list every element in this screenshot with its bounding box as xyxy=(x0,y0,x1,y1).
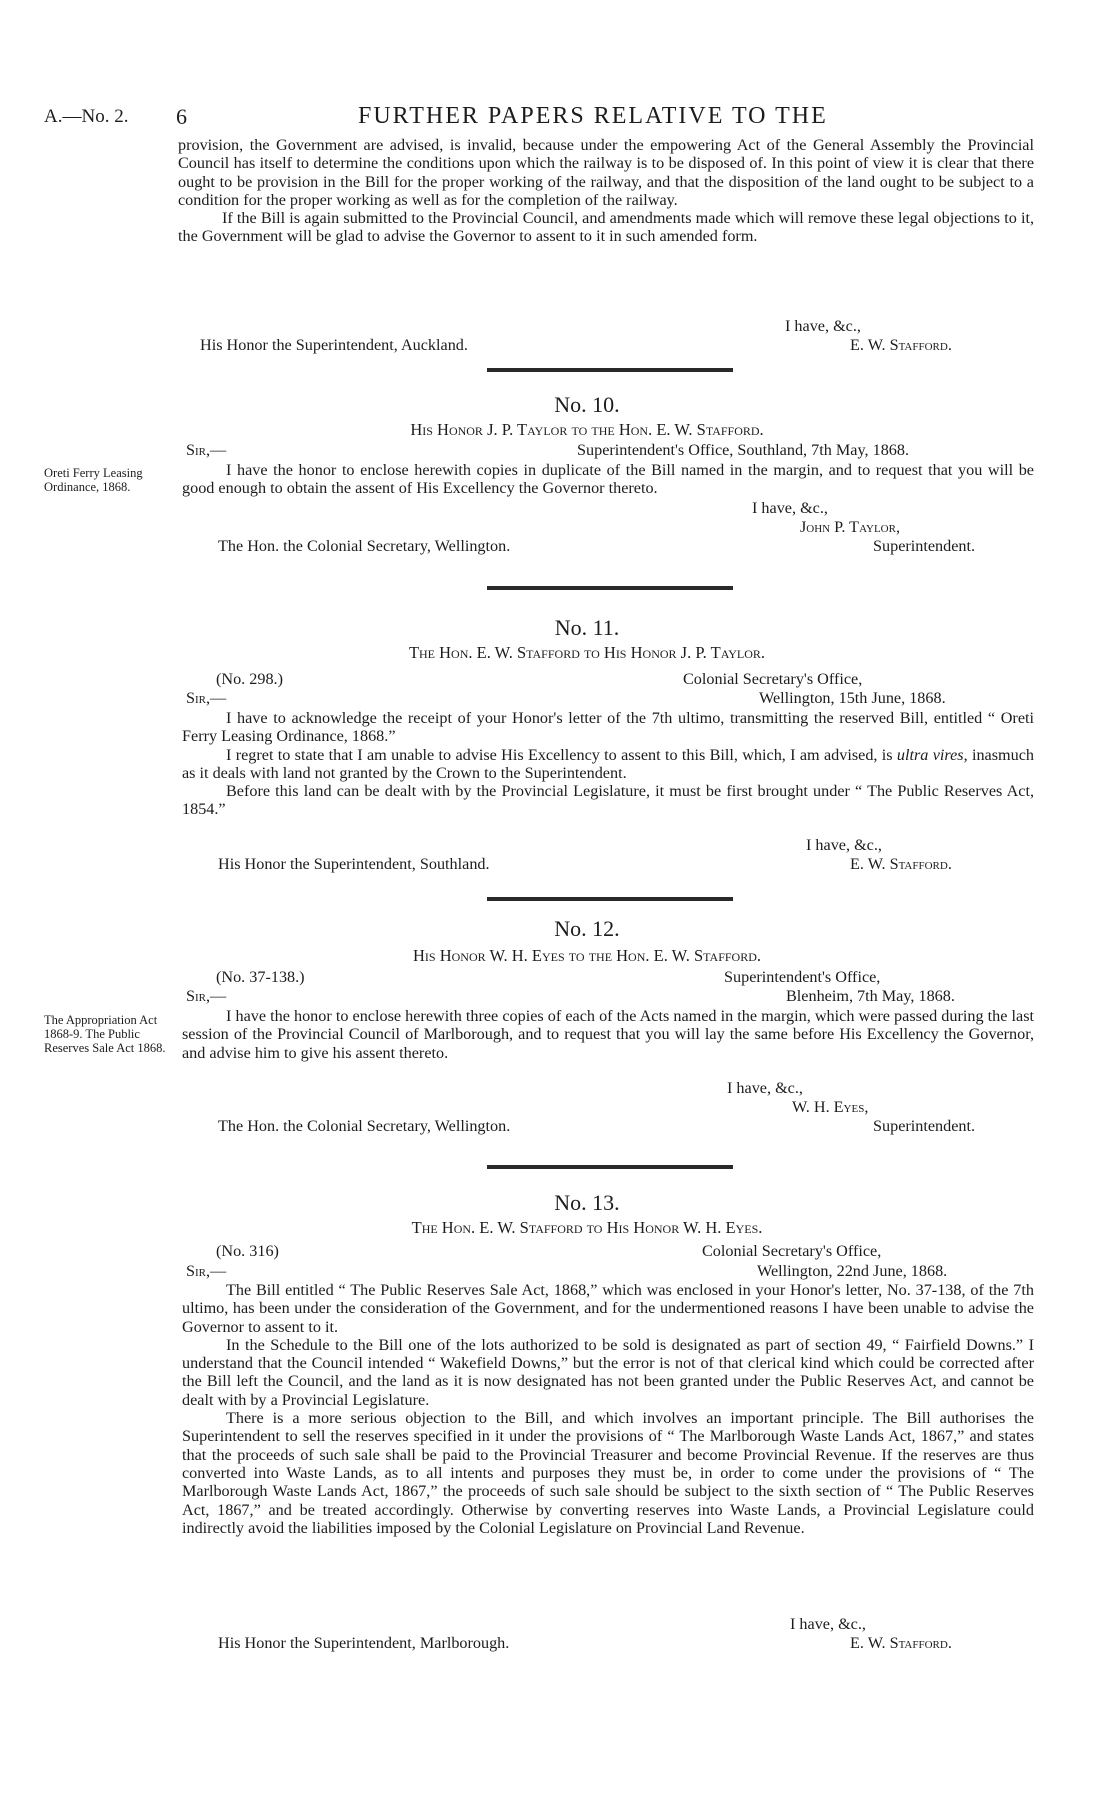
letter-13-paragraph-2: In the Schedule to the Bill one of the lots authorized to be sold is designated as part of section 49, “ Fairfield Downs.” I understand that the Council intended “ Wakefield Downs,” but the error is not of that clerical kind which could be corrected after the Bill left the Council, and the land as it is now designated has not been granted under the Public Reserves Act, and cannot be dealt with by a Provincial Legislature. xyxy=(182,1335,1034,1409)
letter-11-signature: E. W. Stafford. xyxy=(850,855,952,873)
letter-13-salutation: Sir,— xyxy=(186,1262,227,1280)
letter-11-paragraph-2-start: I regret to state that I am unable to advise His Excellency to assent to this Bill, which, I am advised, is xyxy=(226,745,897,764)
letter-10-signature-title: Superintendent. xyxy=(873,537,976,555)
letter-10-margin-note: Oreti Ferry Leasing Ordinance, 1868. xyxy=(44,466,143,494)
intro-closing: I have, &c., xyxy=(785,317,861,335)
letter-12-dateline: Blenheim, 7th May, 1868. xyxy=(786,987,955,1005)
letter-12-heading: No. 12. xyxy=(554,916,620,941)
letter-13-signature: E. W. Stafford. xyxy=(850,1634,952,1652)
letter-11-title: The Hon. E. W. Stafford to His Honor J. P. Taylor. xyxy=(408,643,766,662)
letter-10-body-wrap xyxy=(182,461,1034,498)
section-divider xyxy=(487,897,733,901)
intro-signature: E. W. Stafford. xyxy=(850,336,952,354)
letter-13-paragraph-3: There is a more serious objection to the Bill, and which involves an important principle. The Bill authorises the Superintendent to sell the reserves specified in it under the provisions of “ The Marlborough Waste Lands Act, 1867,” and states that the proceeds of such sale shall be paid to the Provincial Treasurer and become Provincial Revenue. If the reserves are thus converted into Waste Lands, as to all intents and purposes they must be, in order to come under the provisions of “ The Marlborough Waste Lands Act, 1867,” the proceeds of such sale should be subject to the sixth section of “ The Public Reserves Act, 1867,” and be treated accordingly. Otherwise by converting reserves into Waste Lands, a Provincial Legislature could indirectly avoid the liabilities imposed by the Colonial Legislature on Provincial Land Revenue. xyxy=(182,1409,1034,1537)
series-number: A.—No. 2. xyxy=(44,106,129,127)
letter-11-heading: No. 11. xyxy=(554,615,620,640)
intro-section xyxy=(178,136,1034,246)
letter-11-reference: (No. 298.) xyxy=(216,670,283,688)
letter-12-title: His Honor W. H. Eyes to the Hon. E. W. Stafford. xyxy=(412,946,762,965)
letter-10-body: I have the honor to enclose herewith copies in duplicate of the Bill named in the margin, and to request that you will be good enough to obtain the assent of His Excellency the Governor thereto. xyxy=(182,461,1034,498)
letter-13-title: The Hon. E. W. Stafford to His Honor W. H. Eyes. xyxy=(411,1218,763,1237)
letter-11-closing: I have, &c., xyxy=(806,836,882,854)
letter-11-salutation: Sir,— xyxy=(186,689,227,707)
letter-13-closing: I have, &c., xyxy=(790,1615,866,1633)
intro-paragraph-1: provision, the Government are advised, is invalid, because under the empowering Act of the General Assembly the Provincial Council has itself to determine the conditions upon which the railway is to be disposed of. In this point of view it is clear that there ought to be provision in the Bill for the proper working of the railway, and that the disposition of the land ought to be subject to a condition for the proper working as well as for the completion of the railway. xyxy=(178,136,1034,209)
intro-paragraph-2: If the Bill is again submitted to the Provincial Council, and amendments made which will remove these legal objections to it, the Government will be glad to advise the Governor to assent to it in such amended form. xyxy=(178,209,1034,246)
letter-11-body xyxy=(182,709,1034,819)
letter-10-dateline: Superintendent's Office, Southland, 7th May, 1868. xyxy=(577,441,910,459)
letter-12-closing: I have, &c., xyxy=(727,1079,803,1097)
letter-10-closing: I have, &c., xyxy=(752,499,828,517)
letter-13-body xyxy=(182,1281,1034,1537)
letter-12-office: Superintendent's Office, xyxy=(724,968,881,986)
letter-11-paragraph-1: I have to acknowledge the receipt of your Honor's letter of the 7th ultimo, transmitting the reserved Bill, entitled “ Oreti Ferry Leasing Ordinance, 1868.” xyxy=(182,709,1034,746)
letter-11-addressee: His Honor the Superintendent, Southland. xyxy=(218,855,490,873)
letter-10-addressee: The Hon. the Colonial Secretary, Wellington. xyxy=(218,537,511,555)
letter-12-reference: (No. 37-138.) xyxy=(216,968,305,986)
letter-13-reference: (No. 316) xyxy=(216,1242,279,1260)
letter-13-addressee: His Honor the Superintendent, Marlborough. xyxy=(218,1634,510,1652)
letter-10-salutation: Sir,— xyxy=(186,441,227,459)
section-divider xyxy=(487,1165,733,1169)
letter-12-salutation: Sir,— xyxy=(186,987,227,1005)
letter-12-signature-title: Superintendent. xyxy=(873,1117,976,1135)
page-number: 6 xyxy=(176,104,187,129)
letter-12-body-wrap xyxy=(182,1007,1034,1062)
intro-addressee: His Honor the Superintendent, Auckland. xyxy=(200,336,468,354)
letter-10-title: His Honor J. P. Taylor to the Hon. E. W. Stafford. xyxy=(410,420,764,439)
letter-13-office: Colonial Secretary's Office, xyxy=(702,1242,882,1260)
letter-13-heading: No. 13. xyxy=(554,1190,620,1215)
letter-12-margin-note: The Appropriation Act 1868-9. The Public Reserves Sale Act 1868. xyxy=(44,1013,166,1055)
letter-11-latin-term: ultra vires xyxy=(896,745,964,764)
letter-13-dateline: Wellington, 22nd June, 1868. xyxy=(757,1262,948,1280)
section-divider xyxy=(487,368,733,372)
letter-11-dateline: Wellington, 15th June, 1868. xyxy=(759,689,946,707)
letter-12-body: I have the honor to enclose herewith three copies of each of the Acts named in the margin, which were passed during the last session of the Provincial Council of Marlborough, and to request that you will lay the same before His Excellency the Governor, and advise him to give his assent thereto. xyxy=(182,1007,1034,1062)
letter-11-office: Colonial Secretary's Office, xyxy=(683,670,863,688)
letter-10-heading: No. 10. xyxy=(554,392,620,417)
letter-10-signature: John P. Taylor, xyxy=(800,518,900,536)
letter-12-addressee: The Hon. the Colonial Secretary, Wellington. xyxy=(218,1117,511,1135)
letter-13-paragraph-1: The Bill entitled “ The Public Reserves Sale Act, 1868,” which was enclosed in your Honor's letter, No. 37-138, of the 7th ultimo, has been under the consideration of the Government, and for the undermentioned reasons I have been unable to advise the Governor to assent to it. xyxy=(182,1281,1034,1336)
letter-11-paragraph-2-end: , inasmuch as it deals with land not granted by the Crown to the Superintendent. xyxy=(182,745,1034,782)
section-divider xyxy=(487,586,733,590)
letter-12-signature: W. H. Eyes, xyxy=(792,1098,869,1116)
letter-11-paragraph-2 xyxy=(182,746,1034,783)
running-title: FURTHER PAPERS RELATIVE TO THE xyxy=(358,103,828,129)
letter-11-paragraph-3: Before this land can be dealt with by the Provincial Legislature, it must be first brought under “ The Public Reserves Act, 1854.” xyxy=(182,782,1034,819)
